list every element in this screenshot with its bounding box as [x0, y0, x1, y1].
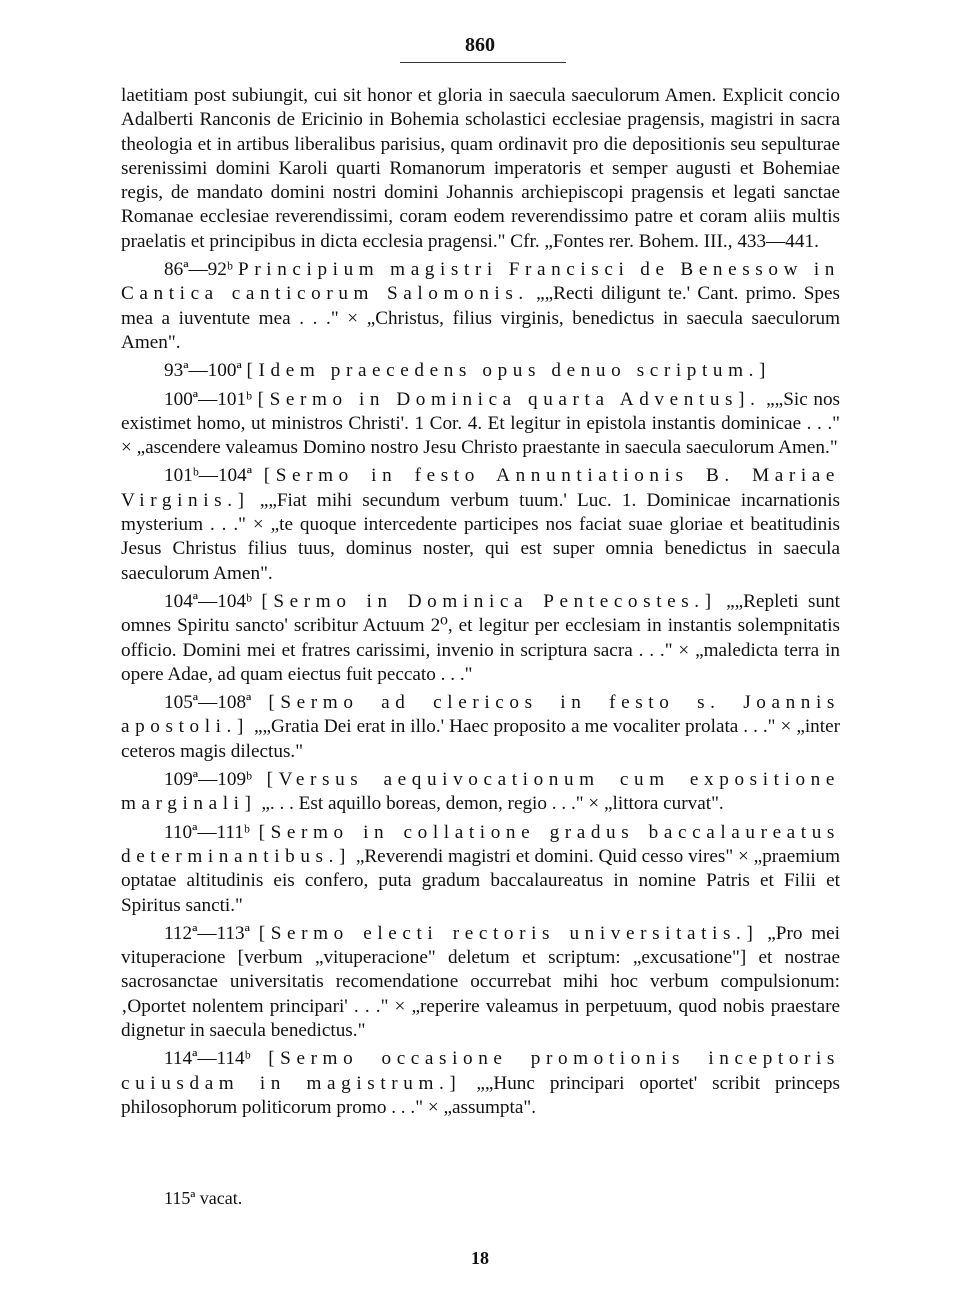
entry-folio: 114ª—114ᵇ: [164, 1048, 251, 1070]
entry-text: „Pro mei vituperacione [verbum „vituperacione" deletum et scriptum: „excusatione"] et nostrae sacrosanctae universitatis recomendatione occurrebat mihi hoc verbum compulsionum: ‚Oportet nolentem principari' . . ." × „reperire valeamus in perpetuum, quod nobis praestare dignetur in saecula benedictus.": [121, 922, 840, 1041]
entry-title: [Idem praecedens opus denuo scriptum.]: [246, 360, 772, 382]
body-text: [121, 84, 840, 1120]
entry-folio: 101ᵇ—104ª: [164, 465, 252, 487]
sheet-number: 18: [471, 1248, 489, 1268]
catalogue-entry: [121, 464, 840, 585]
entry-folio: 100ª—101ᵇ: [164, 388, 252, 410]
intro-paragraph: laetitiam post subiungit, cui sit honor et gloria in saecula saeculorum Amen. Explicit concio Adalberti Ranconis de Ericinio in Bohemia scholastici ecclesiae pragensis, magistri in sacra theologia et in artibus liberalibus parisius, quam ordinavit pro die depositionis seu sepulturae serenissimi domini Karoli quarti Romanorum imperatoris et semper augusti et Bohemiae regis, de mandato domini nostri domini Johannis archiepiscopi pragensis et legati sanctae Romanae ecclesiae reverendissimi, coram eodem reverendissimo patre et coram aliis multis praelatis et principibus in dicta ecclesia pragensi." Cfr. „Fontes rer. Bohem. III., 433—441.: [121, 85, 840, 252]
entry-title: Principium magistri Francisci de Benessow in Cantica canticorum Salomonis.: [121, 259, 840, 305]
entry-title: [Sermo in festo Annuntiationis B. Mariae Virginis.]: [121, 465, 840, 511]
catalogue-entry: [121, 388, 840, 461]
entry-folio: 104ª—104ᵇ: [164, 590, 252, 612]
catalogue-entry: [121, 258, 840, 355]
catalogue-entry: [121, 768, 840, 817]
entry-text: „„Sic nos existimet homo, ut ministros Christi'. 1 Cor. 4. Et legitur in epistola instantis dominicae . . ." × „ascendere valeamus Domino nostro Jesu Christo praestante in saecula saeculorum Amen.": [121, 388, 841, 459]
header-rule: [400, 62, 566, 63]
entry-title: [Sermo in collatione gradus baccalaureatus determinantibus.]: [121, 821, 840, 867]
catalogue-entry: [121, 691, 840, 764]
entry-title: [Sermo in Dominica Pentecostes.]: [261, 590, 717, 612]
entry-title: [Sermo in Dominica quarta Adventus].: [257, 388, 761, 410]
catalogue-entry: [121, 821, 840, 918]
entry-text: „„Hunc principari oportet' scribit princeps philosophorum politicorum promo . . ." × „assumpta".: [121, 1072, 840, 1118]
entry-title: [Versus aequivocationum cum expositione marginali]: [121, 769, 840, 815]
entry-folio: 112ª—113ª: [164, 922, 250, 944]
catalogue-entry: [121, 1047, 840, 1120]
entry-text: „„Fiat mihi secundum verbum tuum.' Luc. 1. Dominicae incarnationis mysterium . . ." × „te quoque intercedente participes nos faciat suae gloriae et beatitudinis Jesus Christus filius tuus, dominus noster, qui est super omnia benedictus in saecula saeculorum Amen".: [121, 489, 840, 584]
entry-folio: 110ª—111ᵇ: [164, 821, 250, 843]
entry-folio: 109ª—109ᵇ: [164, 769, 252, 791]
entry-title: [Sermo occasione promotionis inceptoris cuiusdam in magistrum.]: [121, 1048, 840, 1094]
entry-text: „„Recti diligunt te.' Cant. primo. Spes mea a iuventute mea . . ." × „Christus, filius virginis, benedictus in saecula saeculorum Amen".: [121, 283, 840, 353]
entries-list: [121, 258, 840, 1120]
entry-folio: 86ª—92ᵇ: [164, 259, 233, 281]
entry-folio: 93ª—100ª: [164, 360, 242, 382]
page-number: 860: [465, 34, 495, 56]
entry-title: [Sermo ad clericos in festo s. Joannis apostoli.]: [121, 692, 840, 738]
entry-text: „Reverendi magistri et domini. Quid cesso vires" × „praemium optatae altitudinis eis confero, puta gradum baccalaureatus in nomine Patris et Filii et Spiritus sancti.": [121, 845, 840, 916]
catalogue-entry: [121, 359, 840, 383]
entry-folio: 105ª—108ª: [164, 692, 252, 714]
entry-text: „. . . Est aquillo boreas, demon, regio . . ." × „littora curvat".: [261, 793, 724, 815]
catalogue-entry: [121, 590, 840, 687]
entry-title: [Sermo electi rectoris universitatis.]: [258, 922, 759, 944]
catalogue-entry: [121, 922, 840, 1043]
entry-text: „„Repleti sunt omnes Spiritu sancto' scribitur Actuum 2⁰, et legitur per ecclesiam in instantis solempnitatis officio. Domini mei et fratres carissimi, invenio in scriptura sacra . . ." × „maledicta terra in opere Adae, ad quam eiectus fuit peccato . . .": [121, 590, 841, 685]
entry-text: „„Gratia Dei erat in illo.' Haec proposito a me vocaliter prolata . . ." × „inter ceteros magis dilectus.": [121, 716, 840, 762]
vacat-note: 115ª vacat.: [164, 1188, 243, 1208]
